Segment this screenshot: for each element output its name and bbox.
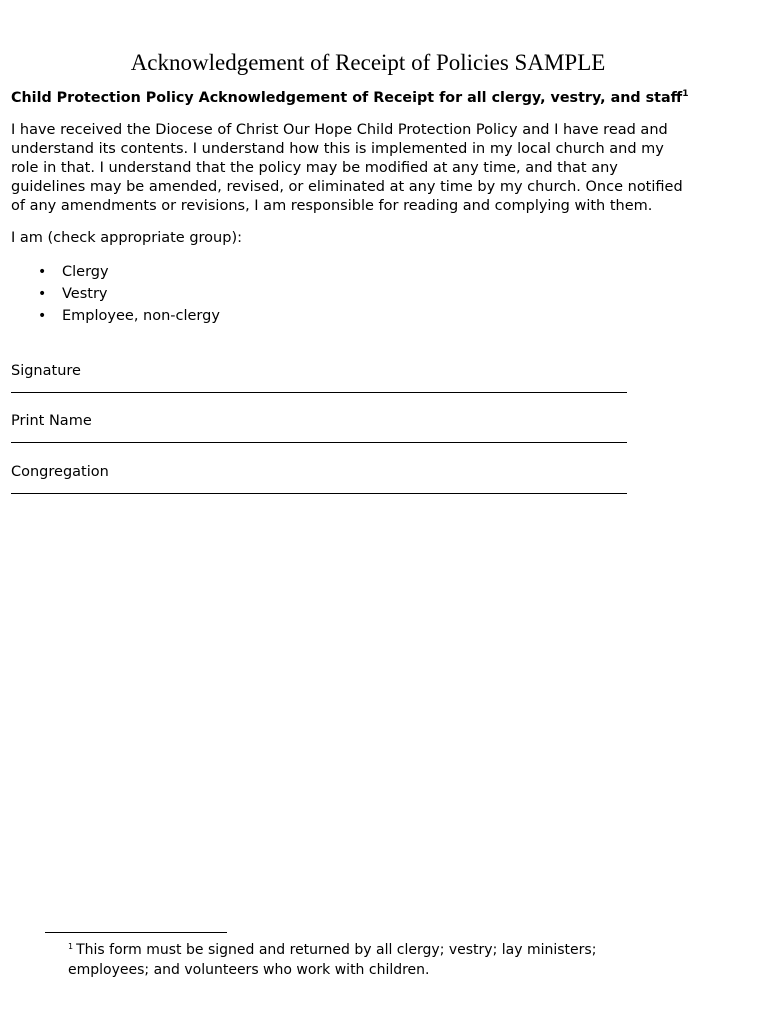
footnote [68, 940, 708, 980]
footnote-divider [45, 932, 227, 933]
document-title: Acknowledgement of Receipt of Policies SAMPLE [130, 50, 606, 75]
congregation-label: Congregation [11, 464, 109, 480]
footnote-line [68, 940, 708, 960]
subtitle-footnote-marker: 1 [682, 89, 689, 99]
print-name-label: Print Name [11, 413, 92, 429]
group-option-vestry[interactable] [38, 283, 220, 305]
signature-label: Signature [11, 363, 81, 379]
print-name-field [11, 412, 627, 443]
group-prompt: I am (check appropriate group): [11, 230, 242, 246]
paragraph-line: guidelines may be amended, revised, or eliminated at any time by my church. Once notified [11, 179, 683, 195]
paragraph-line: role in that. I understand that the policy may be modified at any time, and that any [11, 160, 618, 176]
acknowledgement-paragraph [11, 121, 731, 216]
group-option-clergy[interactable] [38, 261, 220, 283]
group-options-list [38, 261, 220, 327]
document-subtitle [11, 90, 688, 106]
congregation-field [11, 463, 627, 494]
bullet-icon: • [38, 264, 47, 280]
bullet-icon: • [38, 308, 47, 324]
subtitle-text: Child Protection Policy Acknowledgement of Receipt for all clergy, vestry, and staff [11, 90, 683, 106]
group-option-employee[interactable] [38, 305, 220, 327]
footnote-line: employees; and volunteers who work with children. [68, 962, 430, 978]
paragraph-line: of any amendments or revisions, I am responsible for reading and complying with them. [11, 198, 653, 214]
group-option-label: Clergy [62, 264, 109, 280]
paragraph-line: understand its contents. I understand how this is implemented in my local church and my [11, 141, 664, 157]
group-option-label: Employee, non-clergy [62, 308, 220, 324]
footnote-marker: 1 [68, 942, 74, 951]
footnote-text: This form must be signed and returned by all clergy; vestry; lay ministers; [76, 942, 597, 958]
congregation-line[interactable] [11, 493, 627, 494]
paragraph-line: I have received the Diocese of Christ Our Hope Child Protection Policy and I have read and [11, 122, 668, 138]
print-name-line[interactable] [11, 442, 627, 443]
signature-line[interactable] [11, 392, 627, 393]
group-option-label: Vestry [62, 286, 108, 302]
signature-field [11, 362, 627, 393]
bullet-icon: • [38, 286, 47, 302]
